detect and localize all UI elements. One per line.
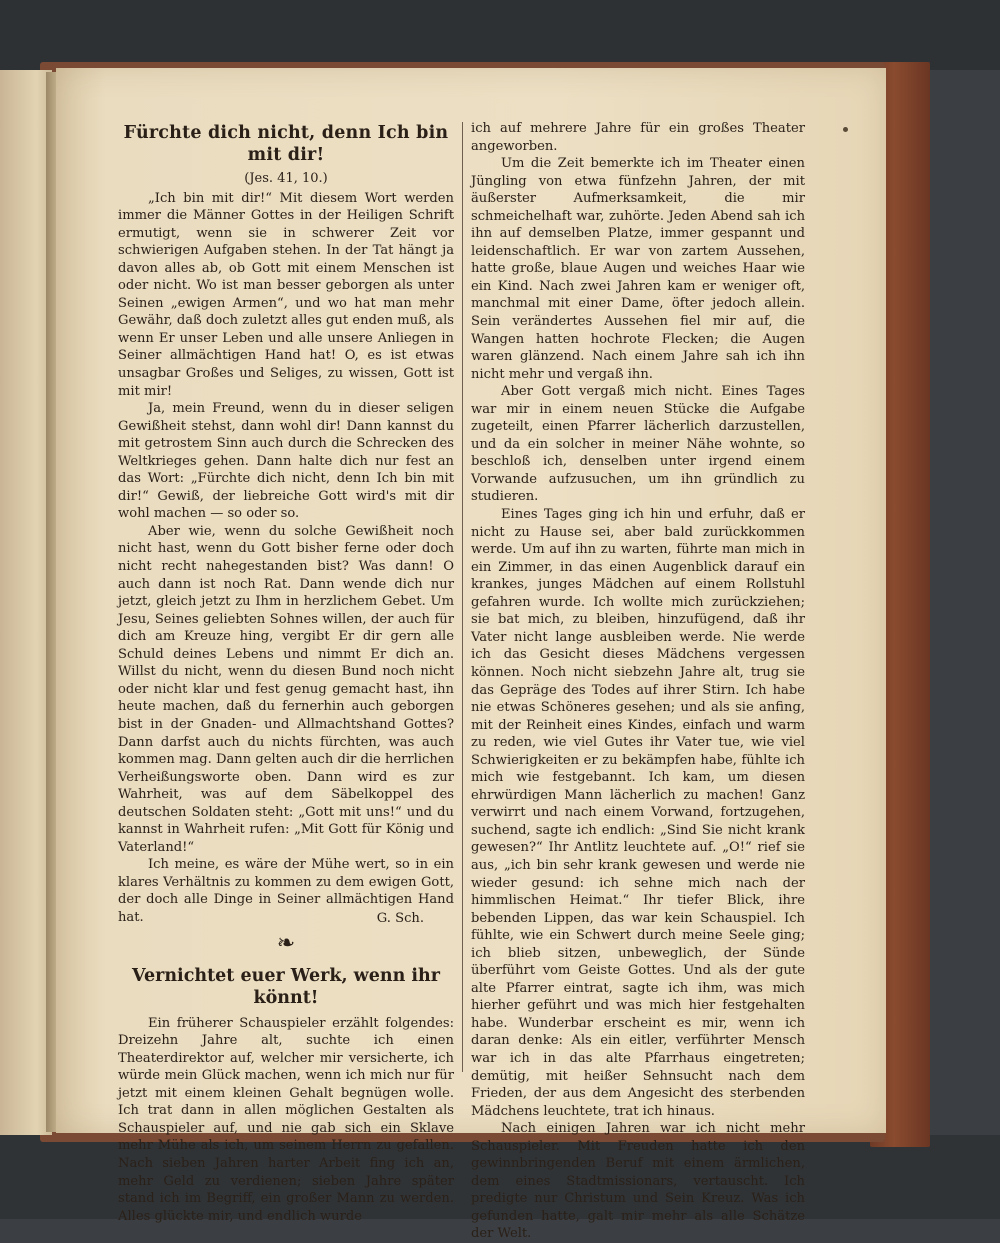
article2-title: Vernichtet euer Werk, wenn ihr könnt! <box>132 965 440 1008</box>
ornament-fleuron: ❧ <box>276 931 296 957</box>
article2-paragraph: Um die Zeit bemerkte ich im Theater einen Jüngling von etwa fünfzehn Jahren, der mit äußerster Aufmerksamkeit, die mir schmeichelhaft war, zuhörte. Jeden Abend sah ich ihn auf demselben Platze, immer gespannt und leidenschaftlich. Er war von zartem Aussehen, hatte große, blaue Augen und weiches Haar wie ein Kind. Nach zwei Jahren kam er weniger oft, manchmal mit einer Dame, öfter jedoch allein. Sein verändertes Aussehen fiel mir auf, die Wangen hatten hochrote Flecken; die Augen waren glänzend. Nach einem Jahre sah ich ihn nicht mehr und vergaß ihn. <box>471 156 805 382</box>
article1-paragraph: Ich meine, es wäre der Mühe wert, so in ein klares Verhältnis zu kommen zu dem ewigen Gott, der doch alle Dinge in Seiner allmächtigen Hand hat. <box>118 857 454 925</box>
article1-reference: (Jes. 41, 10.) <box>244 171 328 186</box>
left-column <box>118 120 454 1225</box>
left-page-edge <box>0 70 52 1135</box>
background-top <box>0 0 1000 70</box>
page-mark <box>843 127 848 132</box>
article1-signature: G. Sch. <box>376 910 424 926</box>
article1-paragraph: Aber wie, wenn du solche Gewißheit noch nicht hast, wenn du Gott bisher ferne oder doch nicht recht nahegestanden bist? Was dann! O auch dann ist noch Rat. Dann wende dich nur jetzt, gleich jetzt zu Ihm in herzlichem Gebet. Um Jesu, Seines geliebten Sohnes willen, der auch für dich am Kreuze hing, vergibt Er dir gern alle Schuld deines Lebens und nimmt Er dich an. Willst du nicht, wenn du diesen Bund noch nicht oder nicht klar und fest genug gemacht hast, ihn heute machen, daß du fernerhin auch geborgen bist in der Gnaden- und Allmachtshand Gottes? Dann darfst auch du nichts fürchten, was auch kommen mag. Dann gelten auch dir die herrlichen Verheißungsworte oben. Dann wird es zur Wahrheit, was auf dem Säbelkoppel des deutschen Soldaten steht: „Gott mit uns!“ und du kannst in Wahrheit rufen: „Mit Gott für König und Vaterland!“ <box>118 523 454 855</box>
article1-paragraph: „Ich bin mit dir!“ Mit diesem Wort werden immer die Männer Gottes in der Heiligen Schrift ermutigt, wenn sie in schwerer Zeit vor schwierigen Aufgaben stehen. In der Tat hängt ja davon alles ab, ob Gott mit einem Menschen ist oder nicht. Wo ist man besser geborgen als unter Seinen „ewigen Armen“, und wo hat man mehr Gewähr, daß doch zuletzt alles gut enden muß, als wenn Er unser Leben und alle unsere Anliegen in Seiner allmächtigen Hand hat! O, es ist etwas unsagbar Großes und Seliges, zu wissen, Gott ist mit mir! <box>118 190 454 399</box>
article2-paragraph: Nach einigen Jahren war ich nicht mehr Schauspieler. Mit Freuden hatte ich den gewinnbringenden Beruf mit einem ärmlichen, dem eines Stadtmissionars, vertauscht. Ich predigte nur Christum und Sein Kreuz. Was ich gefunden hatte, galt mir mehr als alle Schätze der Welt. <box>471 1121 805 1242</box>
article1-title: Fürchte dich nicht, denn Ich bin mit dir! <box>123 123 449 165</box>
article2-paragraph: Ein früherer Schauspieler erzählt folgendes: Dreizehn Jahre alt, suchte ich einen Theaterdirektor auf, welcher mir versicherte, ich würde mein Glück machen, wenn ich mich nur für jetzt mit einem kleinen Gehalt begnügen wolle. Ich trat dann in allen möglichen Gestalten als Schauspieler auf, und nie gab sich ein Sklave mehr Mühe als ich, um seinem Herrn zu gefallen. Nach sieben Jahren harter Arbeit fing ich an, mehr Geld zu verdienen; sieben Jahre später stand ich im Begriff, ein großer Mann zu werden. Alles glückte mir, und endlich wurde <box>118 1015 454 1224</box>
article2-paragraph: Aber Gott vergaß mich nicht. Eines Tages war mir in einem neuen Stücke die Aufgabe zugeteilt, einen Pfarrer lächerlich darzustellen, und da ein solcher in meiner Nähe wohnte, so beschloß ich, denselben unter irgend einem Vorwande aufzusuchen, um ihn gründlich zu studieren. <box>471 384 805 505</box>
column-divider <box>462 122 463 1072</box>
article2-paragraph: Eines Tages ging ich hin und erfuhr, daß er nicht zu Hause sei, aber bald zurückkommen werde. Um auf ihn zu warten, führte man mich in ein Zimmer, in das einen Augenblick darauf ein krankes, junges Mädchen auf einem Rollstuhl gefahren wurde. Ich wollte mich zurückziehen; sie bat mich, zu bleiben, hinzufügend, daß ihr Vater nicht lange ausbleiben werde. Nie werde ich das Gesicht dieses Mädchens vergessen können. Noch nicht siebzehn Jahre alt, trug sie das Gepräge des Todes auf ihrer Stirn. Ich habe nie etwas Schöneres gesehen; und als sie anfing, mit der Reinheit eines Kindes, einfach und warm zu reden, wie viel Gutes ihr Vater tue, wie viel Schwierigkeiten er zu bekämpfen habe, fühlte ich mich wie festgebannt. Ich kam, um diesen ehrwürdigen Mann lächerlich zu machen! Ganz verwirrt und nach einem Vorwand, fortzugehen, suchend, sagte ich endlich: „Sind Sie nicht krank gewesen?“ Ihr Antlitz leuchtete auf. „O!“ rief sie aus, „ich bin sehr krank gewesen und werde nie wieder gesund: ich sehne mich nach der himmlischen Heimat.“ Ihr tiefer Blick, ihre bebenden Lippen, das war kein Schauspiel. Ich fühlte, wie ein Schwert durch meine Seele ging; ich blieb sitzen, unbeweglich, der Sünde überführt vom Geiste Gottes. Und als der gute alte Pfarrer eintrat, sagte ich ihm, was mich hierher geführt und was mich hier festgehalten habe. Wunderbar erscheint es mir, wenn ich daran denke: Als ein eitler, verführter Mensch war ich in das alte Pfarrhaus eingetreten; demütig, mit heißer Sehnsucht nach dem Frieden, der aus dem Angesicht des sterbenden Mädchens leuchtete, trat ich hinaus. <box>471 507 805 1119</box>
article1-paragraph: Ja, mein Freund, wenn du in dieser seligen Gewißheit stehst, dann wohl dir! Dann kannst du mit getrostem Sinn auch durch die Schrecken des Weltkrieges gehen. Dann halte dich nur fest an das Wort: „Fürchte dich nicht, denn Ich bin mit dir!“ Gewiß, der liebreiche Gott wird's mit dir wohl machen — so oder so. <box>118 401 454 522</box>
right-column <box>471 120 805 1243</box>
article2-continuation: ich auf mehrere Jahre für ein großes Theater angeworben. <box>471 121 805 154</box>
